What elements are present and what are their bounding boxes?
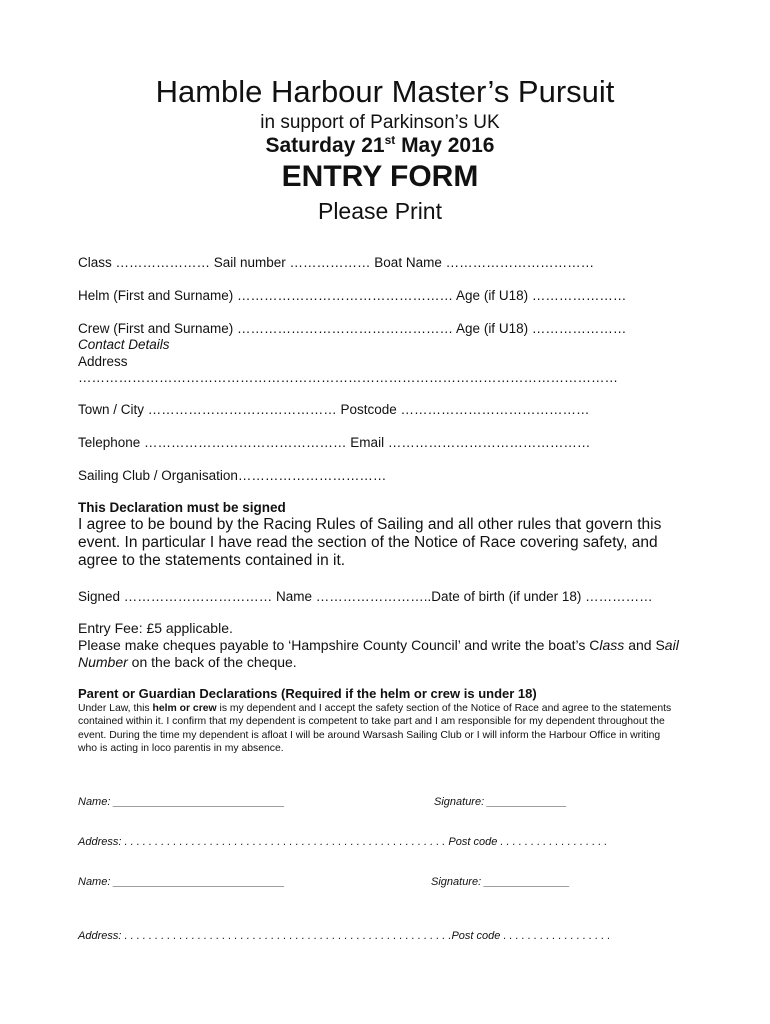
cheque-text-e: on the back of the cheque. (127, 654, 297, 670)
contact-details-label: Contact Details (78, 337, 170, 352)
declaration-text: I agree to be bound by the Racing Rules of Sailing and all other rules that govern this event. In particular I have read the section of the Notice of Race covering safety, and agree to the statements contained in it. (78, 516, 662, 569)
parent-text-b: is my dependent and I accept the safety section of the Notice of Race and agree to the statements contained within it. I confirm that my dependent is competent to take part and I am responsible for my dependent throughout the event. During the time my dependent is afloat I will be around Warsash Sailing Club or I will inform the Harbour Office in writing who is acting in loco parentis in my absence. (78, 703, 672, 754)
parent-guardian-heading: Parent or Guardian Declarations (Required if the helm or crew is under 18) (78, 686, 537, 701)
guardian-signature-field-2[interactable]: Signature: ______________ (431, 876, 570, 888)
guardian-name-field-2[interactable]: Name: ____________________________ (78, 876, 285, 888)
helm-field[interactable]: Helm (First and Surname) ………………………………………… Age (if U18) ………………… (78, 288, 627, 303)
sailing-club-field[interactable]: Sailing Club / Organisation…………………………… (78, 468, 387, 483)
guardian-name-field-1[interactable]: Name: ____________________________ (78, 796, 285, 808)
entry-form-heading: ENTRY FORM (281, 160, 479, 193)
address-label: Address (78, 354, 128, 369)
guardian-address-field-2[interactable]: Address: . . . . . . . . . . . . . . . . . . . . . . . . . . . . . . . . . . . . . . . . . . . . . . . . . . . . . .Post code . . . . . . . . . . . . . . . . . . (78, 930, 611, 942)
date-suffix: May 2016 (395, 134, 495, 157)
class-sail-boat-field[interactable]: Class ………………… Sail number ……………… Boat Name …………………………… (78, 255, 595, 270)
support-subtitle: in support of Parkinson’s UK (260, 112, 500, 133)
guardian-signature-field-1[interactable]: Signature: _____________ (434, 796, 567, 808)
telephone-email-field[interactable]: Telephone ……………………………………… Email ……………………………………… (78, 435, 591, 450)
date-prefix: Saturday 21 (265, 134, 385, 157)
entry-fee: Entry Fee: £5 applicable. (78, 620, 233, 636)
cheque-instructions (78, 637, 688, 671)
town-postcode-field[interactable]: Town / City …………………………………… Postcode …………………………………… (78, 402, 590, 417)
please-print-note: Please Print (317, 198, 442, 224)
form-title: Hamble Harbour Master’s Pursuit (155, 74, 615, 109)
crew-field[interactable]: Crew (First and Surname) ………………………………………… Age (if U18) ………………… (78, 321, 627, 336)
cheque-class-word: lass (599, 637, 625, 653)
signed-name-dob-field[interactable]: Signed …………………………… Name ……………………..Date of birth (if under 18) …………… (78, 589, 653, 604)
date-superscript: st (384, 133, 396, 147)
cheque-text-a: Please make cheques payable to ‘Hampshire County Council’ and write the boat’s C (78, 637, 600, 653)
parent-text-bold: helm or crew (152, 703, 217, 714)
declaration-heading: This Declaration must be signed (78, 500, 286, 515)
parent-guardian-text (78, 702, 678, 755)
parent-text-a: Under Law, this (78, 703, 153, 714)
event-date (0, 133, 760, 158)
address-field[interactable]: ………………………………………………………………………………………………………… (78, 370, 618, 385)
guardian-address-field-1[interactable]: Address: . . . . . . . . . . . . . . . . . . . . . . . . . . . . . . . . . . . . . . . . . . . . . . . . . . . . . Post code . . . . . . . . . . . . . . . . . . (78, 836, 608, 848)
cheque-sail-number-word: ail Number (78, 637, 679, 670)
cheque-text-c: and S (624, 637, 665, 653)
